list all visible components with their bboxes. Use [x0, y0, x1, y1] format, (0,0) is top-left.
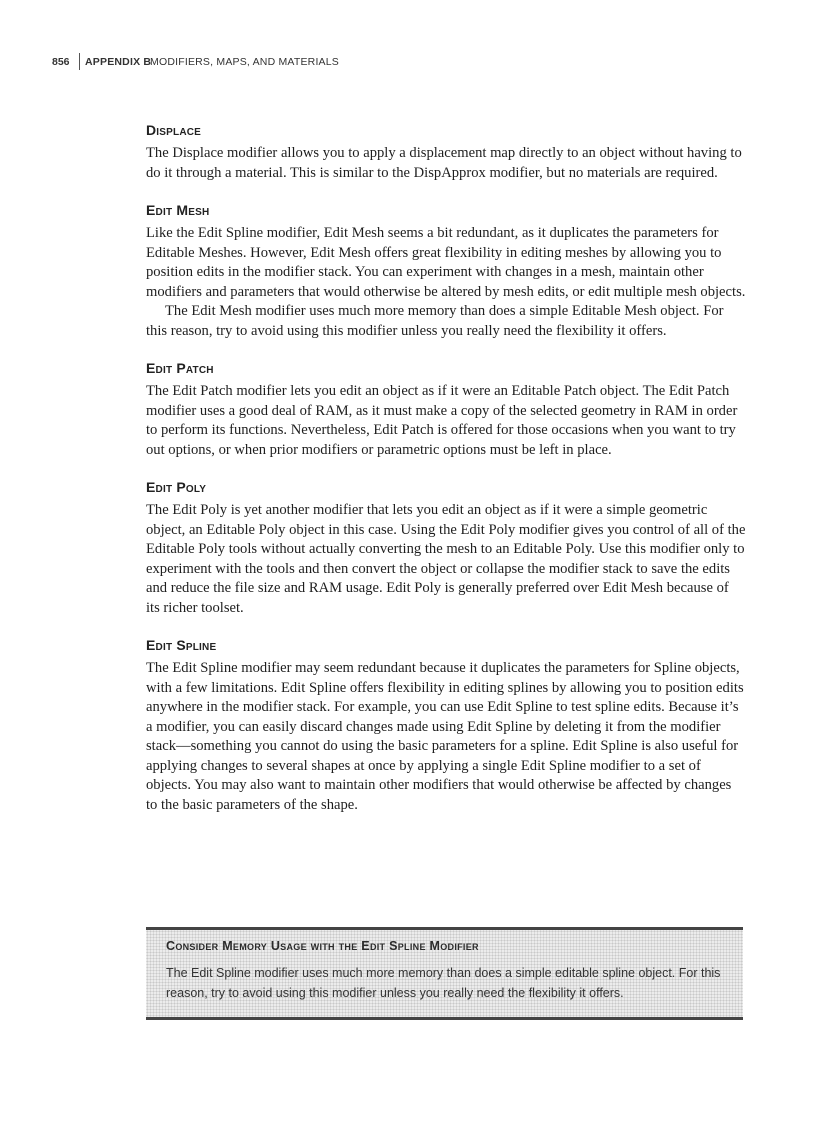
paragraph: Like the Edit Spline modifier, Edit Mesh seems a bit redundant, as it duplicates the parameters for Editable Meshes. However, Edit Mesh offers great flexibility in editing meshes by allowing you to position edits in the modifier stack. You can experiment with changes in a mesh, maintain other modifiers and parameters that would otherwise be altered by mesh edits, or edit multiple mesh objects.: [146, 225, 746, 300]
paragraph: The Displace modifier allows you to apply a displacement map directly to an object without having to do it through a material. This is similar to the DispApprox modifier, but no materials are required.: [146, 145, 742, 181]
section-heading: Displace: [146, 122, 202, 138]
sidebar-title: Consider Memory Usage with the Edit Spline Modifier: [166, 939, 479, 953]
paragraph: The Edit Mesh modifier uses much more memory than does a simple Editable Mesh object. For this reason, try to avoid using this modifier unless you really need the flexibility it offers.: [146, 303, 724, 339]
paragraph: The Edit Patch modifier lets you edit an object as if it were an Editable Patch object. The Edit Patch modifier uses a good deal of RAM, as it must make a copy of the selected geometry in RAM in order to perform its functions. Nevertheless, Edit Patch is offered for those occasions when you want to try out options, or when prior modifiers or parametric options must be left in place.: [146, 383, 738, 458]
section-displace: [146, 120, 746, 183]
sidebar-body: The Edit Spline modifier uses much more memory than does a simple editable spline object. For this reason, try to avoid using this modifier unless you really need the flexibility it offers.: [166, 966, 721, 1000]
section-heading: Edit Poly: [146, 479, 207, 495]
chapter-title: MODIFIERS, MAPS, AND MATERIALS: [150, 56, 340, 68]
paragraph: The Edit Spline modifier may seem redundant because it duplicates the parameters for Spline objects, with a few limitations. Edit Spline offers flexibility in editing splines by allowing you to position edits anywhere in the modifier stack. For example, you can use Edit Spline to test spline edits. Because it’s a modifier, you can easily discard changes made using Edit Spline by deleting it from the modifier stack—something you cannot do using the basic parameters for a spline. Edit Spline is also useful for applying changes to several shapes at once by applying a single Edit Spline modifier to a set of objects. You may also want to maintain other modifiers that would otherwise be affected by changes to the basic parameters of the shape.: [146, 660, 744, 813]
appendix-label: APPENDIX B: [85, 56, 152, 68]
section-edit-spline: [146, 635, 746, 815]
section-edit-patch: [146, 358, 746, 460]
header-divider: [79, 53, 80, 70]
paragraph: The Edit Poly is yet another modifier that lets you edit an object as if it were a simple geometric object, an Editable Poly object in this case. Using the Edit Poly modifier gives you control of all of the Editable Poly tools without actually converting the mesh to an Editable Poly. Use this modifier only to experiment with the tools and then convert the object or collapse the modifier stack to save the edits and reduce the file size and RAM usage. Edit Poly is generally preferred over Edit Mesh because of its richer toolset.: [146, 502, 746, 616]
main-content: [146, 120, 746, 832]
section-edit-poly: [146, 477, 746, 618]
section-heading: Edit Mesh: [146, 202, 210, 218]
section-heading: Edit Patch: [146, 360, 214, 376]
section-edit-mesh: [146, 200, 746, 341]
sidebar-note: [146, 927, 743, 1020]
section-heading: Edit Spline: [146, 637, 217, 653]
page-number: 856: [52, 56, 70, 68]
